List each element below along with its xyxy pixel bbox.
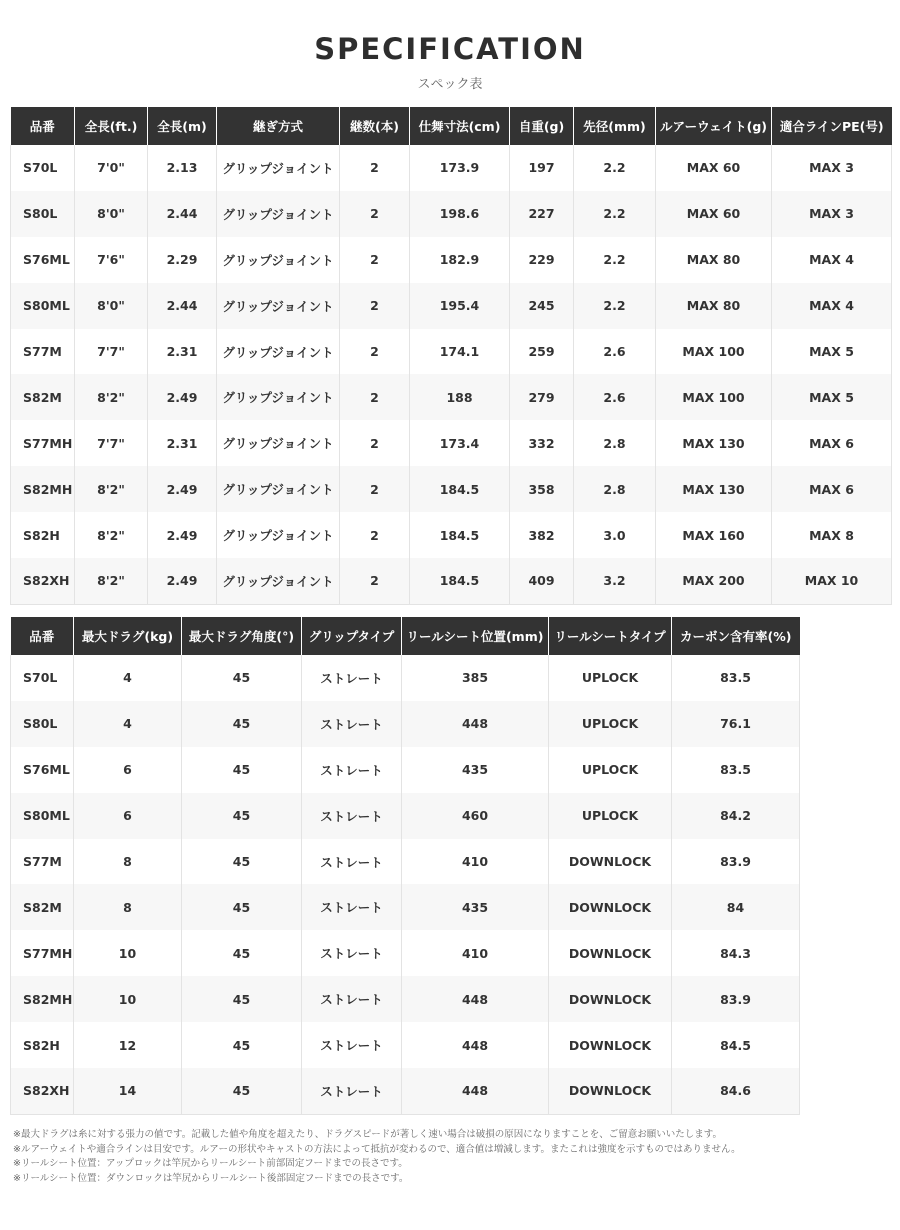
- table-cell: 2.2: [574, 283, 656, 329]
- table-cell: 259: [510, 329, 574, 375]
- table-cell: UPLOCK: [549, 655, 672, 701]
- table-cell: 229: [510, 237, 574, 283]
- table-cell: 409: [510, 558, 574, 604]
- table-cell: MAX 160: [656, 512, 772, 558]
- table-cell: 83.9: [672, 976, 800, 1022]
- table-cell: ストレート: [302, 1022, 402, 1068]
- column-header: 仕舞寸法(cm): [410, 107, 510, 145]
- table-cell: MAX 10: [772, 558, 892, 604]
- table-cell: 6: [74, 747, 182, 793]
- table-cell: 10: [74, 976, 182, 1022]
- table-cell: 45: [182, 839, 302, 885]
- table-cell: 2: [340, 283, 410, 329]
- table-cell: 173.9: [410, 145, 510, 191]
- table-cell: ストレート: [302, 793, 402, 839]
- footnotes: [13, 1128, 893, 1186]
- table-cell: 174.1: [410, 329, 510, 375]
- table-cell: 2: [340, 237, 410, 283]
- table-cell: 2.49: [148, 512, 217, 558]
- footnote: ※ルアーウェイトや適合ラインは目安です。ルアーの形状やキャストの方法によって抵抗が変わるので、適合値は増減します。またこれは強度を示すものではありません。: [13, 1143, 741, 1155]
- table-cell: 76.1: [672, 701, 800, 747]
- table-cell: 188: [410, 374, 510, 420]
- table-cell: 2.2: [574, 237, 656, 283]
- table-cell: 8'2": [75, 558, 148, 604]
- footnote: ※リールシート位置：ダウンロックは竿尻からリールシート後部固定フードまでの長さです。: [13, 1172, 409, 1184]
- table-cell: MAX 3: [772, 191, 892, 237]
- column-header: 適合ラインPE(号): [772, 107, 892, 145]
- table-cell: 10: [74, 930, 182, 976]
- table-header-row: [11, 107, 892, 145]
- model-cell: S82XH: [11, 1068, 74, 1114]
- table-cell: 84: [672, 884, 800, 930]
- table-cell: 2.2: [574, 145, 656, 191]
- table-cell: 448: [402, 1022, 549, 1068]
- model-cell: S80L: [11, 191, 75, 237]
- table-row: [11, 466, 892, 512]
- table-cell: 184.5: [410, 558, 510, 604]
- table-cell: 2: [340, 466, 410, 512]
- table-cell: MAX 130: [656, 420, 772, 466]
- page-subtitle: スペック表: [417, 77, 483, 92]
- table-cell: UPLOCK: [549, 701, 672, 747]
- column-header: 全長(m): [148, 107, 217, 145]
- model-cell: S80ML: [11, 283, 75, 329]
- table-cell: 435: [402, 884, 549, 930]
- table-cell: 2.49: [148, 558, 217, 604]
- table-cell: MAX 5: [772, 374, 892, 420]
- table-cell: 45: [182, 701, 302, 747]
- table-cell: DOWNLOCK: [549, 930, 672, 976]
- table-cell: MAX 100: [656, 329, 772, 375]
- table-cell: 435: [402, 747, 549, 793]
- table-row: [11, 930, 800, 976]
- table-cell: DOWNLOCK: [549, 839, 672, 885]
- table-row: [11, 558, 892, 604]
- table-cell: DOWNLOCK: [549, 976, 672, 1022]
- table-cell: 45: [182, 1022, 302, 1068]
- table-cell: 2.31: [148, 329, 217, 375]
- table-cell: ストレート: [302, 747, 402, 793]
- table-cell: グリップジョイント: [217, 191, 340, 237]
- table-cell: 8'2": [75, 466, 148, 512]
- table-cell: 2.49: [148, 374, 217, 420]
- table-cell: グリップジョイント: [217, 466, 340, 512]
- table-cell: グリップジョイント: [217, 512, 340, 558]
- table-cell: 8'2": [75, 374, 148, 420]
- table-cell: 184.5: [410, 512, 510, 558]
- column-header: カーボン含有率(%): [672, 617, 800, 655]
- table-row: [11, 145, 892, 191]
- table-cell: グリップジョイント: [217, 374, 340, 420]
- table-cell: 198.6: [410, 191, 510, 237]
- table-cell: MAX 5: [772, 329, 892, 375]
- column-header: 最大ドラグ(kg): [74, 617, 182, 655]
- table-cell: ストレート: [302, 839, 402, 885]
- table-cell: MAX 6: [772, 420, 892, 466]
- model-cell: S70L: [11, 145, 75, 191]
- table-cell: ストレート: [302, 701, 402, 747]
- table-cell: 4: [74, 655, 182, 701]
- table-cell: MAX 4: [772, 237, 892, 283]
- table-cell: 8'0": [75, 191, 148, 237]
- table-cell: 184.5: [410, 466, 510, 512]
- table-cell: 4: [74, 701, 182, 747]
- model-cell: S80L: [11, 701, 74, 747]
- table-cell: 8: [74, 884, 182, 930]
- column-header: リールシートタイプ: [549, 617, 672, 655]
- table-cell: 2: [340, 420, 410, 466]
- table-row: [11, 1068, 800, 1114]
- table-cell: MAX 60: [656, 145, 772, 191]
- table-row: [11, 1022, 800, 1068]
- table-cell: 460: [402, 793, 549, 839]
- table-cell: 7'0": [75, 145, 148, 191]
- table-cell: 12: [74, 1022, 182, 1068]
- table-cell: 2.49: [148, 466, 217, 512]
- model-cell: S82XH: [11, 558, 75, 604]
- table-row: [11, 237, 892, 283]
- spec-table-main: [10, 107, 892, 605]
- table-cell: 83.9: [672, 839, 800, 885]
- model-cell: S82MH: [11, 466, 75, 512]
- table-cell: グリップジョイント: [217, 558, 340, 604]
- table-cell: 382: [510, 512, 574, 558]
- model-cell: S82H: [11, 512, 75, 558]
- model-cell: S76ML: [11, 237, 75, 283]
- table-cell: DOWNLOCK: [549, 884, 672, 930]
- table-cell: グリップジョイント: [217, 283, 340, 329]
- table-cell: ストレート: [302, 655, 402, 701]
- table-cell: 7'7": [75, 329, 148, 375]
- column-header: 最大ドラグ角度(°): [182, 617, 302, 655]
- footnote: ※最大ドラグは糸に対する張力の値です。記載した値や角度を超えたり、ドラグスピードが著しく速い場合は破損の原因になりますことを、ご留意お願いいたします。: [13, 1129, 722, 1140]
- column-header: 継数(本): [340, 107, 410, 145]
- column-header: グリップタイプ: [302, 617, 402, 655]
- table-cell: 84.2: [672, 793, 800, 839]
- table-cell: 410: [402, 930, 549, 976]
- table-cell: グリップジョイント: [217, 329, 340, 375]
- table-cell: 45: [182, 884, 302, 930]
- table-cell: 448: [402, 701, 549, 747]
- column-header: 品番: [11, 617, 74, 655]
- table-cell: ストレート: [302, 1068, 402, 1114]
- column-header: 先径(mm): [574, 107, 656, 145]
- spec-table-sub: [10, 617, 800, 1115]
- table-cell: 2: [340, 191, 410, 237]
- table-cell: 245: [510, 283, 574, 329]
- table-cell: 2.8: [574, 466, 656, 512]
- column-header: 継ぎ方式: [217, 107, 340, 145]
- table-cell: 2.44: [148, 283, 217, 329]
- table-row: [11, 747, 800, 793]
- table-cell: 2.29: [148, 237, 217, 283]
- table-cell: 84.5: [672, 1022, 800, 1068]
- table-cell: 2.6: [574, 374, 656, 420]
- table-cell: DOWNLOCK: [549, 1068, 672, 1114]
- model-cell: S70L: [11, 655, 74, 701]
- table-cell: 45: [182, 976, 302, 1022]
- model-cell: S82M: [11, 374, 75, 420]
- table-cell: 45: [182, 655, 302, 701]
- column-header: 自重(g): [510, 107, 574, 145]
- table-row: [11, 512, 892, 558]
- table-cell: 8'0": [75, 283, 148, 329]
- table-cell: 332: [510, 420, 574, 466]
- table-cell: MAX 80: [656, 283, 772, 329]
- table-cell: 2: [340, 145, 410, 191]
- table-row: [11, 701, 800, 747]
- table-cell: 7'7": [75, 420, 148, 466]
- table-cell: 7'6": [75, 237, 148, 283]
- column-header: 全長(ft.): [75, 107, 148, 145]
- table-cell: 2.31: [148, 420, 217, 466]
- table-cell: 83.5: [672, 747, 800, 793]
- table-cell: 2.6: [574, 329, 656, 375]
- table-row: [11, 374, 892, 420]
- model-cell: S82M: [11, 884, 74, 930]
- table-cell: 8: [74, 839, 182, 885]
- table-cell: ストレート: [302, 976, 402, 1022]
- table-cell: ストレート: [302, 930, 402, 976]
- page-title: SPECIFICATION: [314, 32, 586, 66]
- model-cell: S77MH: [11, 420, 75, 466]
- table-cell: 2: [340, 374, 410, 420]
- table-cell: 3.2: [574, 558, 656, 604]
- table-cell: 14: [74, 1068, 182, 1114]
- column-header: ルアーウェイト(g): [656, 107, 772, 145]
- table-cell: 45: [182, 930, 302, 976]
- table-cell: 227: [510, 191, 574, 237]
- table-cell: 8'2": [75, 512, 148, 558]
- table-row: [11, 420, 892, 466]
- table-cell: 2: [340, 512, 410, 558]
- table-cell: MAX 8: [772, 512, 892, 558]
- table-row: [11, 839, 800, 885]
- table-row: [11, 191, 892, 237]
- table-cell: ストレート: [302, 884, 402, 930]
- table-cell: 45: [182, 747, 302, 793]
- table-cell: 83.5: [672, 655, 800, 701]
- model-cell: S76ML: [11, 747, 74, 793]
- model-cell: S82H: [11, 1022, 74, 1068]
- table-cell: 45: [182, 1068, 302, 1114]
- table-cell: UPLOCK: [549, 747, 672, 793]
- table-row: [11, 793, 800, 839]
- column-header: 品番: [11, 107, 75, 145]
- table-cell: UPLOCK: [549, 793, 672, 839]
- table-cell: 45: [182, 793, 302, 839]
- table-cell: グリップジョイント: [217, 237, 340, 283]
- table-cell: グリップジョイント: [217, 420, 340, 466]
- table-cell: MAX 4: [772, 283, 892, 329]
- table-row: [11, 283, 892, 329]
- table-cell: 2.44: [148, 191, 217, 237]
- table-cell: 2: [340, 558, 410, 604]
- table-cell: 358: [510, 466, 574, 512]
- table-cell: MAX 6: [772, 466, 892, 512]
- table-cell: 84.6: [672, 1068, 800, 1114]
- table-cell: 197: [510, 145, 574, 191]
- table-header-row: [11, 617, 800, 655]
- model-cell: S82MH: [11, 976, 74, 1022]
- table-cell: 448: [402, 976, 549, 1022]
- model-cell: S77MH: [11, 930, 74, 976]
- table-cell: 173.4: [410, 420, 510, 466]
- table-cell: 2: [340, 329, 410, 375]
- table-cell: MAX 3: [772, 145, 892, 191]
- table-row: [11, 884, 800, 930]
- table-row: [11, 976, 800, 1022]
- table-cell: 448: [402, 1068, 549, 1114]
- table-cell: MAX 130: [656, 466, 772, 512]
- column-header: リールシート位置(mm): [402, 617, 549, 655]
- table-cell: 84.3: [672, 930, 800, 976]
- table-cell: 279: [510, 374, 574, 420]
- table-cell: DOWNLOCK: [549, 1022, 672, 1068]
- table-cell: 385: [402, 655, 549, 701]
- table-cell: 195.4: [410, 283, 510, 329]
- table-cell: 2.8: [574, 420, 656, 466]
- table-row: [11, 329, 892, 375]
- table-cell: 2.2: [574, 191, 656, 237]
- model-cell: S77M: [11, 839, 74, 885]
- table-cell: 410: [402, 839, 549, 885]
- table-cell: 182.9: [410, 237, 510, 283]
- table-cell: MAX 60: [656, 191, 772, 237]
- table-cell: MAX 80: [656, 237, 772, 283]
- table-cell: MAX 100: [656, 374, 772, 420]
- model-cell: S77M: [11, 329, 75, 375]
- table-cell: グリップジョイント: [217, 145, 340, 191]
- table-cell: MAX 200: [656, 558, 772, 604]
- model-cell: S80ML: [11, 793, 74, 839]
- table-row: [11, 655, 800, 701]
- table-cell: 6: [74, 793, 182, 839]
- table-cell: 2.13: [148, 145, 217, 191]
- footnote: ※リールシート位置：アップロックは竿尻からリールシート前部固定フードまでの長さです。: [13, 1158, 408, 1169]
- table-cell: 3.0: [574, 512, 656, 558]
